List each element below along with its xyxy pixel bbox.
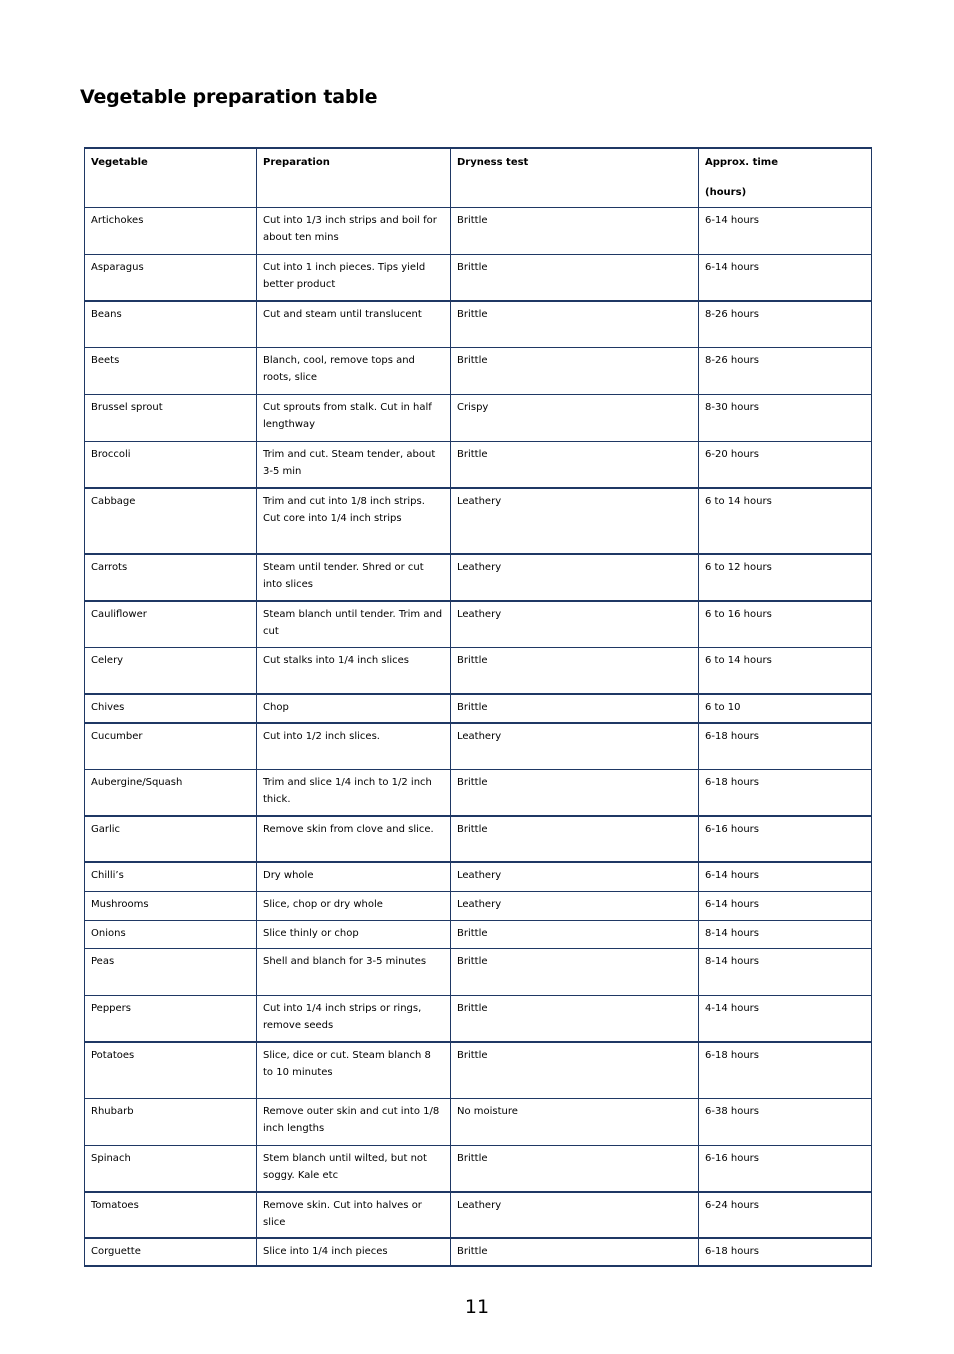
cell-approx-time: 6 to 14 hours bbox=[699, 488, 872, 554]
table-row bbox=[85, 1238, 872, 1266]
cell-approx-time: 8-14 hours bbox=[699, 948, 872, 995]
table-row bbox=[85, 1145, 872, 1192]
cell-dryness-test: Brittle bbox=[451, 1145, 699, 1192]
cell-dryness-test: Crispy bbox=[451, 394, 699, 441]
cell-preparation: Cut into 1 inch pieces. Tips yield better product bbox=[257, 254, 451, 301]
page-title: Vegetable preparation table bbox=[80, 86, 378, 108]
cell-preparation: Trim and cut into 1/8 inch strips. Cut core into 1/4 inch strips bbox=[257, 488, 451, 554]
cell-preparation: Cut into 1/3 inch strips and boil for about ten mins bbox=[257, 207, 451, 254]
cell-approx-time: 6-18 hours bbox=[699, 723, 872, 769]
cell-dryness-test: Brittle bbox=[451, 441, 699, 488]
cell-vegetable: Carrots bbox=[85, 554, 257, 601]
header-time-label: Approx. time bbox=[705, 157, 778, 168]
cell-dryness-test: Leathery bbox=[451, 1192, 699, 1238]
cell-approx-time: 6 to 10 bbox=[699, 694, 872, 723]
table-row bbox=[85, 769, 872, 816]
cell-approx-time: 6 to 16 hours bbox=[699, 601, 872, 647]
cell-approx-time: 6-20 hours bbox=[699, 441, 872, 488]
table-row bbox=[85, 347, 872, 394]
cell-dryness-test: No moisture bbox=[451, 1098, 699, 1145]
cell-approx-time: 6-14 hours bbox=[699, 862, 872, 891]
cell-dryness-test: Leathery bbox=[451, 723, 699, 769]
cell-approx-time: 6-14 hours bbox=[699, 254, 872, 301]
table-row bbox=[85, 862, 872, 891]
table-row bbox=[85, 601, 872, 647]
cell-preparation: Remove outer skin and cut into 1/8 inch lengths bbox=[257, 1098, 451, 1145]
cell-approx-time: 8-26 hours bbox=[699, 301, 872, 347]
cell-approx-time: 8-26 hours bbox=[699, 347, 872, 394]
cell-preparation: Shell and blanch for 3-5 minutes bbox=[257, 948, 451, 995]
table-row bbox=[85, 948, 872, 995]
cell-vegetable: Celery bbox=[85, 647, 257, 694]
cell-preparation: Cut into 1/2 inch slices. bbox=[257, 723, 451, 769]
table-row bbox=[85, 1192, 872, 1238]
cell-approx-time: 6-16 hours bbox=[699, 816, 872, 862]
cell-dryness-test: Brittle bbox=[451, 1238, 699, 1266]
cell-preparation: Blanch, cool, remove tops and roots, slice bbox=[257, 347, 451, 394]
cell-vegetable: Broccoli bbox=[85, 441, 257, 488]
cell-preparation: Slice into 1/4 inch pieces bbox=[257, 1238, 451, 1266]
cell-preparation: Steam blanch until tender. Trim and cut bbox=[257, 601, 451, 647]
cell-preparation: Dry whole bbox=[257, 862, 451, 891]
table-row bbox=[85, 694, 872, 723]
header-dryness-test: Dryness test bbox=[451, 148, 699, 207]
table-row bbox=[85, 207, 872, 254]
cell-vegetable: Beans bbox=[85, 301, 257, 347]
cell-preparation: Cut and steam until translucent bbox=[257, 301, 451, 347]
vegetable-preparation-table bbox=[84, 147, 872, 1267]
cell-approx-time: 6 to 12 hours bbox=[699, 554, 872, 601]
cell-dryness-test: Leathery bbox=[451, 862, 699, 891]
cell-dryness-test: Brittle bbox=[451, 254, 699, 301]
cell-vegetable: Chives bbox=[85, 694, 257, 723]
cell-preparation: Slice thinly or chop bbox=[257, 920, 451, 948]
table-row bbox=[85, 816, 872, 862]
cell-dryness-test: Brittle bbox=[451, 948, 699, 995]
cell-approx-time: 6-38 hours bbox=[699, 1098, 872, 1145]
table-row bbox=[85, 488, 872, 554]
cell-vegetable: Asparagus bbox=[85, 254, 257, 301]
cell-vegetable: Spinach bbox=[85, 1145, 257, 1192]
cell-vegetable: Tomatoes bbox=[85, 1192, 257, 1238]
table-row bbox=[85, 891, 872, 920]
cell-dryness-test: Leathery bbox=[451, 554, 699, 601]
cell-vegetable: Peas bbox=[85, 948, 257, 995]
cell-approx-time: 6-24 hours bbox=[699, 1192, 872, 1238]
cell-vegetable: Mushrooms bbox=[85, 891, 257, 920]
cell-dryness-test: Leathery bbox=[451, 488, 699, 554]
cell-dryness-test: Brittle bbox=[451, 816, 699, 862]
cell-vegetable: Cucumber bbox=[85, 723, 257, 769]
cell-vegetable: Potatoes bbox=[85, 1042, 257, 1098]
cell-preparation: Remove skin. Cut into halves or slice bbox=[257, 1192, 451, 1238]
header-time-unit: (hours) bbox=[705, 187, 747, 198]
table-row bbox=[85, 254, 872, 301]
cell-vegetable: Cauliflower bbox=[85, 601, 257, 647]
cell-preparation: Slice, dice or cut. Steam blanch 8 to 10 minutes bbox=[257, 1042, 451, 1098]
cell-preparation: Cut into 1/4 inch strips or rings, remove seeds bbox=[257, 995, 451, 1042]
header-approx-time bbox=[699, 148, 872, 207]
cell-preparation: Slice, chop or dry whole bbox=[257, 891, 451, 920]
cell-dryness-test: Leathery bbox=[451, 891, 699, 920]
cell-vegetable: Corguette bbox=[85, 1238, 257, 1266]
cell-preparation: Cut stalks into 1/4 inch slices bbox=[257, 647, 451, 694]
cell-vegetable: Chilli’s bbox=[85, 862, 257, 891]
table-row bbox=[85, 1098, 872, 1145]
table-row bbox=[85, 920, 872, 948]
table-row bbox=[85, 394, 872, 441]
cell-dryness-test: Brittle bbox=[451, 647, 699, 694]
cell-vegetable: Onions bbox=[85, 920, 257, 948]
cell-approx-time: 6-18 hours bbox=[699, 1238, 872, 1266]
cell-preparation: Stem blanch until wilted, but not soggy. Kale etc bbox=[257, 1145, 451, 1192]
cell-preparation: Cut sprouts from stalk. Cut in half lengthway bbox=[257, 394, 451, 441]
table-row bbox=[85, 441, 872, 488]
table-row bbox=[85, 723, 872, 769]
cell-dryness-test: Brittle bbox=[451, 347, 699, 394]
cell-approx-time: 6 to 14 hours bbox=[699, 647, 872, 694]
cell-vegetable: Artichokes bbox=[85, 207, 257, 254]
cell-approx-time: 6-16 hours bbox=[699, 1145, 872, 1192]
cell-vegetable: Beets bbox=[85, 347, 257, 394]
cell-dryness-test: Brittle bbox=[451, 1042, 699, 1098]
cell-vegetable: Peppers bbox=[85, 995, 257, 1042]
cell-dryness-test: Brittle bbox=[451, 207, 699, 254]
cell-vegetable: Rhubarb bbox=[85, 1098, 257, 1145]
cell-preparation: Steam until tender. Shred or cut into slices bbox=[257, 554, 451, 601]
cell-preparation: Trim and slice 1/4 inch to 1/2 inch thick. bbox=[257, 769, 451, 816]
cell-preparation: Chop bbox=[257, 694, 451, 723]
cell-approx-time: 8-14 hours bbox=[699, 920, 872, 948]
cell-approx-time: 6-14 hours bbox=[699, 891, 872, 920]
cell-approx-time: 6-18 hours bbox=[699, 1042, 872, 1098]
cell-vegetable: Aubergine/Squash bbox=[85, 769, 257, 816]
table-row bbox=[85, 301, 872, 347]
cell-approx-time: 6-18 hours bbox=[699, 769, 872, 816]
cell-preparation: Trim and cut. Steam tender, about 3-5 min bbox=[257, 441, 451, 488]
cell-dryness-test: Leathery bbox=[451, 601, 699, 647]
cell-vegetable: Brussel sprout bbox=[85, 394, 257, 441]
cell-dryness-test: Brittle bbox=[451, 920, 699, 948]
table-row bbox=[85, 995, 872, 1042]
cell-approx-time: 8-30 hours bbox=[699, 394, 872, 441]
cell-approx-time: 6-14 hours bbox=[699, 207, 872, 254]
cell-dryness-test: Brittle bbox=[451, 769, 699, 816]
cell-approx-time: 4-14 hours bbox=[699, 995, 872, 1042]
table-row bbox=[85, 1042, 872, 1098]
cell-vegetable: Garlic bbox=[85, 816, 257, 862]
table-row bbox=[85, 554, 872, 601]
table-header-row bbox=[85, 148, 872, 207]
cell-dryness-test: Brittle bbox=[451, 301, 699, 347]
header-vegetable: Vegetable bbox=[85, 148, 257, 207]
page-number: 11 bbox=[464, 1296, 490, 1318]
cell-preparation: Remove skin from clove and slice. bbox=[257, 816, 451, 862]
cell-dryness-test: Brittle bbox=[451, 995, 699, 1042]
table-row bbox=[85, 647, 872, 694]
cell-vegetable: Cabbage bbox=[85, 488, 257, 554]
header-preparation: Preparation bbox=[257, 148, 451, 207]
cell-dryness-test: Brittle bbox=[451, 694, 699, 723]
